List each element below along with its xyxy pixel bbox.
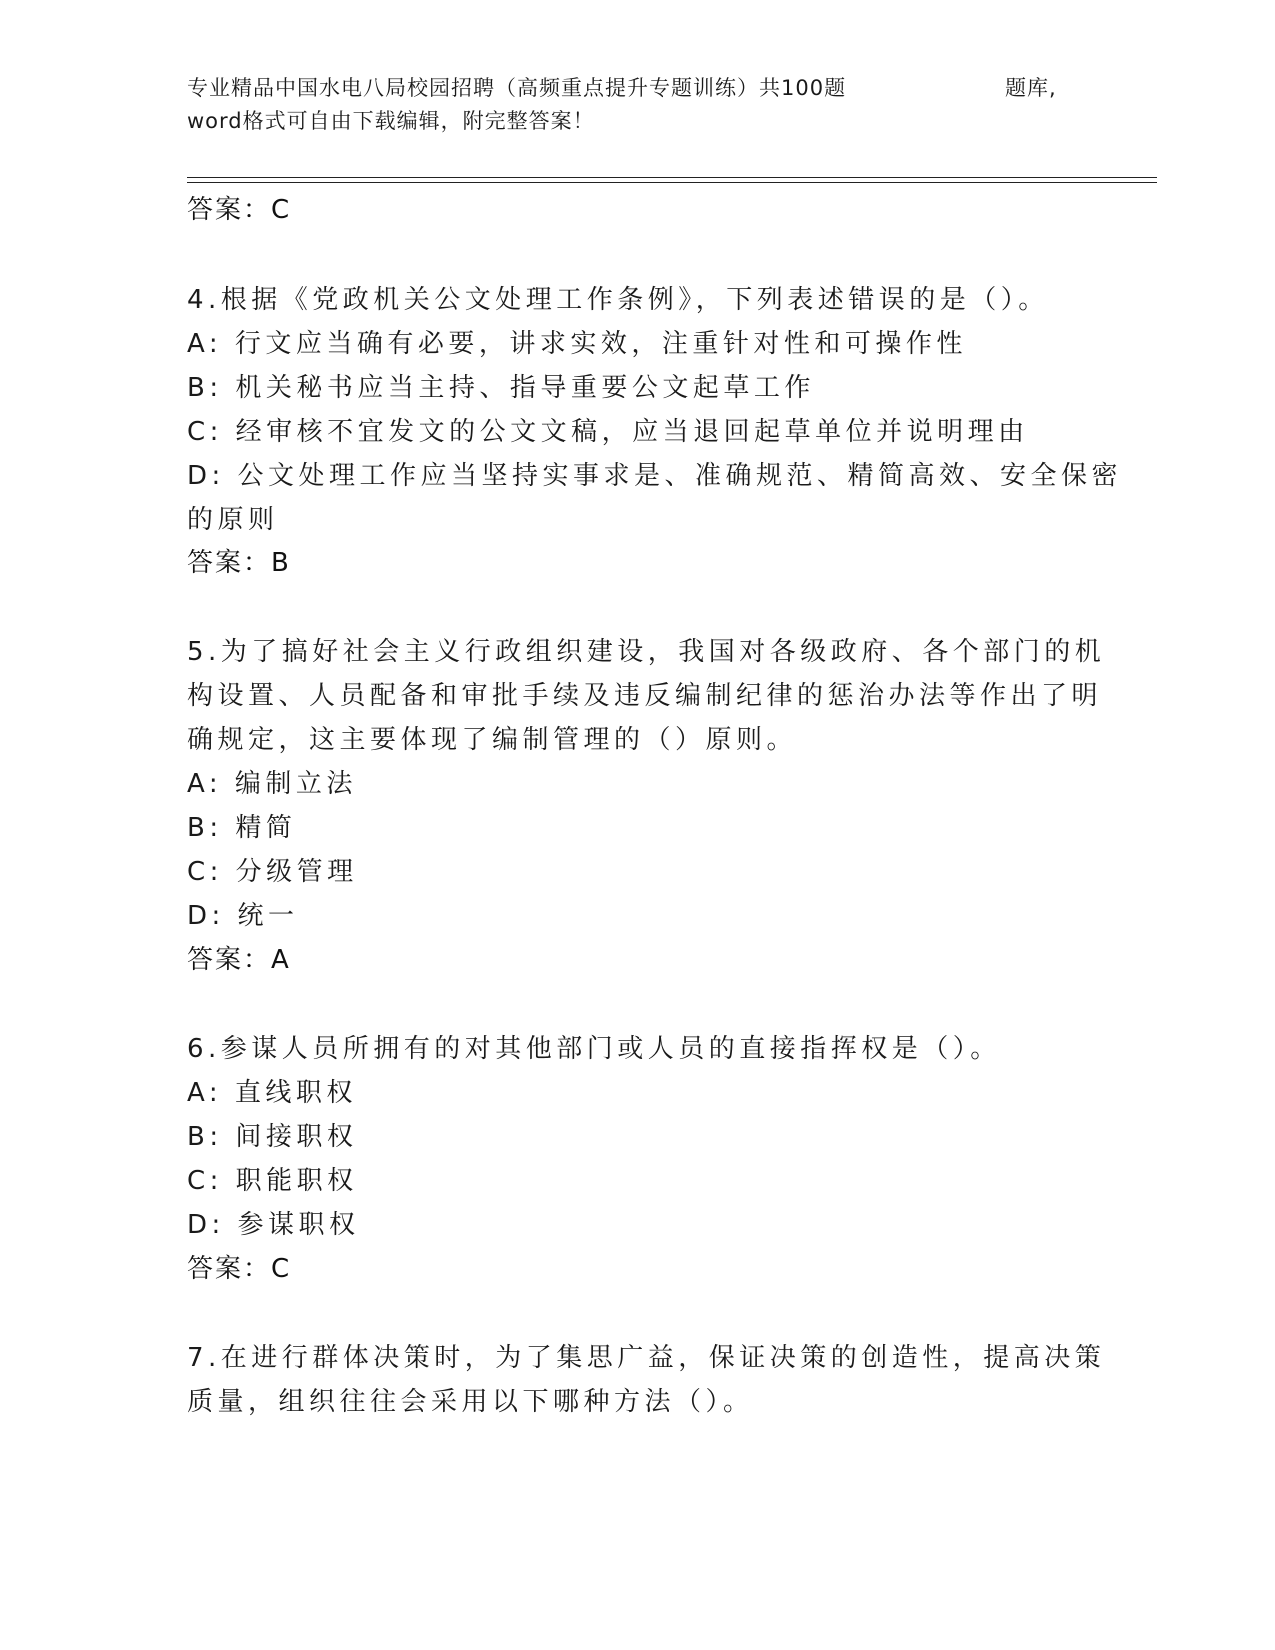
q6-option-a: A: 直线职权 [187,1078,357,1108]
q5-stem-line1: 5.为了搞好社会主义行政组织建设，我国对各级政府、各个部门的机 [187,637,1106,667]
q7-stem-line1: 7.在进行群体决策时，为了集思广益，保证决策的创造性，提高决策 [187,1343,1106,1373]
q6-option-d: D: 参谋职权 [187,1210,360,1240]
q4-answer: 答案：B [187,548,291,578]
q6-option-b: B: 间接职权 [187,1122,358,1152]
q5-option-d: D: 统一 [187,901,299,931]
q5-stem-line2: 构设置、人员配备和审批手续及违反编制纪律的惩治办法等作出了明 [187,681,1103,711]
q5-stem-line3: 确规定，这主要体现了编制管理的（）原则。 [187,725,798,755]
q4-option-d-line2: 的原则 [187,505,279,535]
q4-option-c: C: 经审核不宜发文的公文文稿，应当退回起草单位并说明理由 [187,417,1029,447]
q5-answer: 答案：A [187,945,291,975]
header-line-1 [187,72,1087,105]
q6-answer: 答案：C [187,1254,292,1284]
header-suffix: 题库, [1005,76,1057,100]
answer-prev: 答案：C [187,195,292,225]
q6-stem: 6.参谋人员所拥有的对其他部门或人员的直接指挥权是（）。 [187,1034,1001,1064]
header-divider-thin [187,177,1157,178]
q7-stem-line2: 质量，组织往往会采用以下哪种方法（）。 [187,1387,754,1417]
header-title: 专业精品中国水电八局校园招聘（高频重点提升专题训练）共100题 [187,76,847,100]
q6-option-c: C: 职能职权 [187,1166,358,1196]
q4-option-d-line1: D: 公文处理工作应当坚持实事求是、准确规范、精简高效、安全保密 [187,461,1123,491]
q5-option-b: B: 精简 [187,813,297,843]
header-divider-thick [187,182,1157,183]
page-header [187,72,1087,138]
q4-stem: 4.根据《党政机关公文处理工作条例》，下列表述错误的是（）。 [187,285,1049,315]
q5-option-c: C: 分级管理 [187,857,358,887]
q4-option-a: A: 行文应当确有必要，讲求实效，注重针对性和可操作性 [187,329,967,359]
header-subtitle: word格式可自由下载编辑，附完整答案！ [187,109,595,133]
q4-option-b: B: 机关秘书应当主持、指导重要公文起草工作 [187,373,815,403]
q5-option-a: A: 编制立法 [187,769,357,799]
